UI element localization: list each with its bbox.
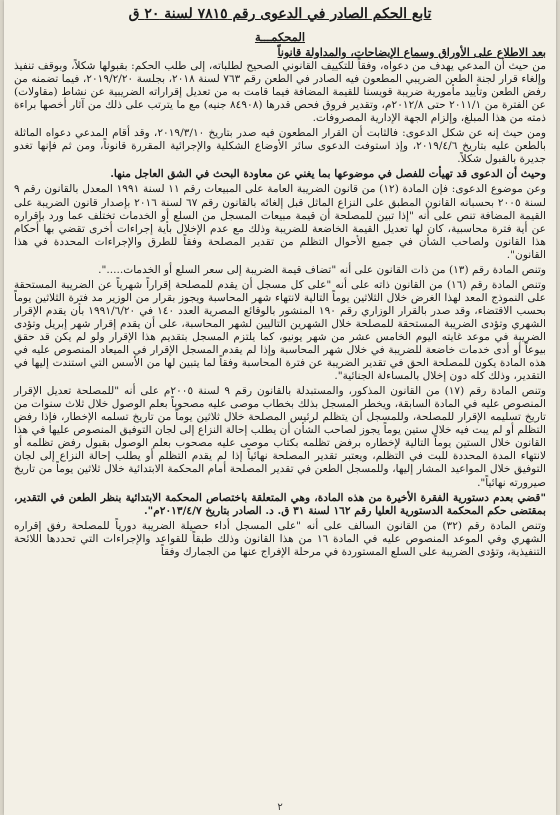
paragraph-ready: وحيث أن الدعوى قد تهيأت للفصل في موضوعها بما يغني عن معاودة البحث في الشق العاجل منها. xyxy=(110,168,546,181)
document-header: تابع الحكم الصادر في الدعوى رقم ٧٨١٥ لسنة ٢٠ ق xyxy=(128,6,432,22)
paragraph-merits: وعن موضوع الدعوى: فإن المادة (١٢) من قانون الضريبة العامة على المبيعات رقم ١١ لسنة ١٩٩١ المعدل بالقانون رقم ٩ لسنة ٢٠٠٥ بحسبانه القانون المطبق على النزاع الماثل قبل إلغائه بالقانون رقم ٦٧ لسنة ٢٠١٦ بإصدار قانون الضريبة على القيمة المضافة تنص على أنه "إذا تبين للمصلحة أن قيمة مبيعات المسجل من السلع أو الخدمات تختلف عما ورد بإقراره عن أية فترة محاسبية، كان لها تعديل القيمة الخاضعة للضريبة وذلك مع عدم الإخلال بأية إجراءات أخرى تقضي بها أحكام هذا القانون ولصاحب الشأن في جميع الأحوال التظلم من تقدير المصلحة وفقاً للطرق والإجراءات المحددة في هذا القانون". xyxy=(14,183,546,261)
paragraph-article-13: وتنص المادة رقم (١٣) من ذات القانون على أنه "تضاف قيمة الضريبة إلى سعر السلع أو الخدمات.....". xyxy=(98,263,546,276)
paragraph-claims: من حيث أن المدعي يهدف من دعواه، وفقاً للتكييف القانوني الصحيح لطلباته، إلى طلب الحكم: بقبولها شكلاً، وبوقف تنفيذ وإلغاء قرار لجنة الطعن الضريبي المطعون فيه الصادر في الطعن رقم ٧٦٣ لسنة ٢٠١٨، بجلسة ٢٠١٩/٢/٢٠، فيما تضمنه من رفض الطعن وتأييد مأمورية ضريبة قويسنا للقيمة المضافة فيما قامت به من تعديل إقراراته الضريبية عن نشاط (مقاولات) عن الفترة من ٢٠١١/١ حتى ٢٠١٢/٨م، وتقدير فروق فحص قدرها (٨٤٩٠٨ جنيه) مع ما يترتب على ذلك من آثار أخصها براءة ذمته من هذا المبلغ، وإلزام الجهة الإدارية المصروفات. xyxy=(14,60,546,125)
paragraph-article-17: وتنص المادة رقم (١٧) من القانون المذكور، والمستبدلة بالقانون رقم ٩ لسنة ٢٠٠٥م على أنه "للمصلحة تعديل الإقرار المنصوص عليه في المادة السابقة، ويخطر المسجل بذلك بخطاب موصى عليه مصحوباً بعلم الوصول خلال ثلاث سنوات من تاريخ تسليمه الإقرار للمصلحة، وللمسجل أن يتظلم لرئيس المصلحة خلال ثلاثين يوماً من تاريخ تسلمه الإخطار، فإذا رفض التظلم أو لم يبت فيه خلال ستين يوماً يجوز لصاحب الشأن أن يطلب إحالة النزاع إلى لجان التوفيق المنصوص عليها في هذا القانون خلال الستين يوماً التالية لإخطاره برفض تظلمه بكتاب موصى عليه مصحوب بعلم الوصول بقبول رفض تظلمه أو لانتهاء المدة المحددة للبت في التظلم، ويعتبر تقدير المصلحة نهائياً إذا لم يقدم التظلم أو يطلب إحالة النزاع إلى لجان التوفيق خلال المواعيد المشار إليها، وللمسجل الطعن في تقدير المصلحة أمام المحكمة الابتدائية خلال ثلاثين يوماً من تاريخ صيرورته نهائياً". xyxy=(14,385,546,489)
paragraph-article-16: وتنص المادة رقم (١٦) من القانون ذاته على أنه "على كل مسجل أن يقدم للمصلحة إقراراً شهرياً عن الضريبة المستحقة على النموذج المعد لهذا الغرض خلال الثلاثين يوماً التالية لانتهاء شهر المحاسبة ويجوز بقرار من الوزير مد فترة الثلاثين يوماً بحسب الاقتضاء، وقد صدر بالقرار الوزاري رقم ١٩٠ المنشور بالوقائع المصرية العدد ١٤٠ في ١٩٩١/٦/٢٠ بأن يقدم الإقرار الشهري وتؤدى الضريبة المستحقة للمصلحة خلال الشهرين التاليين لشهر المحاسبة، على أن يقدم إقرار شهر إبريل وتؤدى الضريبة في موعد غايته اليوم الخامس عشر من شهر يونيو، كما يلتزم المسجل بتقديم هذا الإقرار ولو لم يكن قد حقق بيوعاً أو أدى خدمات خاضعة للضريبة في خلال شهر المحاسبة وإذا لم يقدم المسجل الإقرار في الميعاد المنصوص عليه في هذه المادة يكون للمصلحة الحق في تقدير الضريبة عن فترة المحاسبة وفقاً لما يتبين لها من الأسس التي استندت إليها في التقدير، وذلك كله دون إخلال بالمساءلة الجنائية". xyxy=(14,278,547,383)
court-title: المحكمـــة xyxy=(254,30,306,44)
paragraph-form: ومن حيث إنه عن شكل الدعوى: فالثابت أن القرار المطعون فيه صدر بتاريخ ٢٠١٩/٣/١٠، وقد أقام المدعي دعواه الماثلة بالطعن عليه بتاريخ ٢٠١٩/٤/٦، وإذ استوفت الدعوى سائر الأوضاع الشكلية والإجرائية المقررة قانوناً، ومن ثم فإنها تغدو جديرة بالقبول شكلاً. xyxy=(14,127,547,166)
constitutional-ruling-quote: "قضي بعدم دستورية الفقرة الأخيرة من هذه المادة، وهي المتعلقة باختصاص المحكمة الابتدائية بنظر الطعن في التقدير، بمقتضى حكم المحكمة الدستورية العليا رقم ١٦٢ لسنة ٣١ ق. د. الصادر بتاريخ ٢٠١٣/٤/٧م". xyxy=(14,491,546,517)
intro-line: بعد الاطلاع على الأوراق وسماع الإيضاحات، والمداولة قانوناً xyxy=(277,46,546,59)
page-number: ٢ xyxy=(277,802,283,813)
paragraph-article-32: وتنص المادة رقم (٣٢) من القانون السالف على أنه "على المسجل أداء حصيلة الضريبة دورياً للمصلحة رفق إقراره الشهري وفي الموعد المنصوص عليه في المادة ١٦ من هذا القانون وذلك طبقاً للقواعد والإجراءات التي تحددها اللائحة التنفيذية، وتؤدى الضريبة على السلع المستوردة في مرحلة الإفراج عنها من الجمارك وفقاً xyxy=(14,519,547,558)
document-page xyxy=(4,0,556,815)
document-body xyxy=(4,0,556,559)
